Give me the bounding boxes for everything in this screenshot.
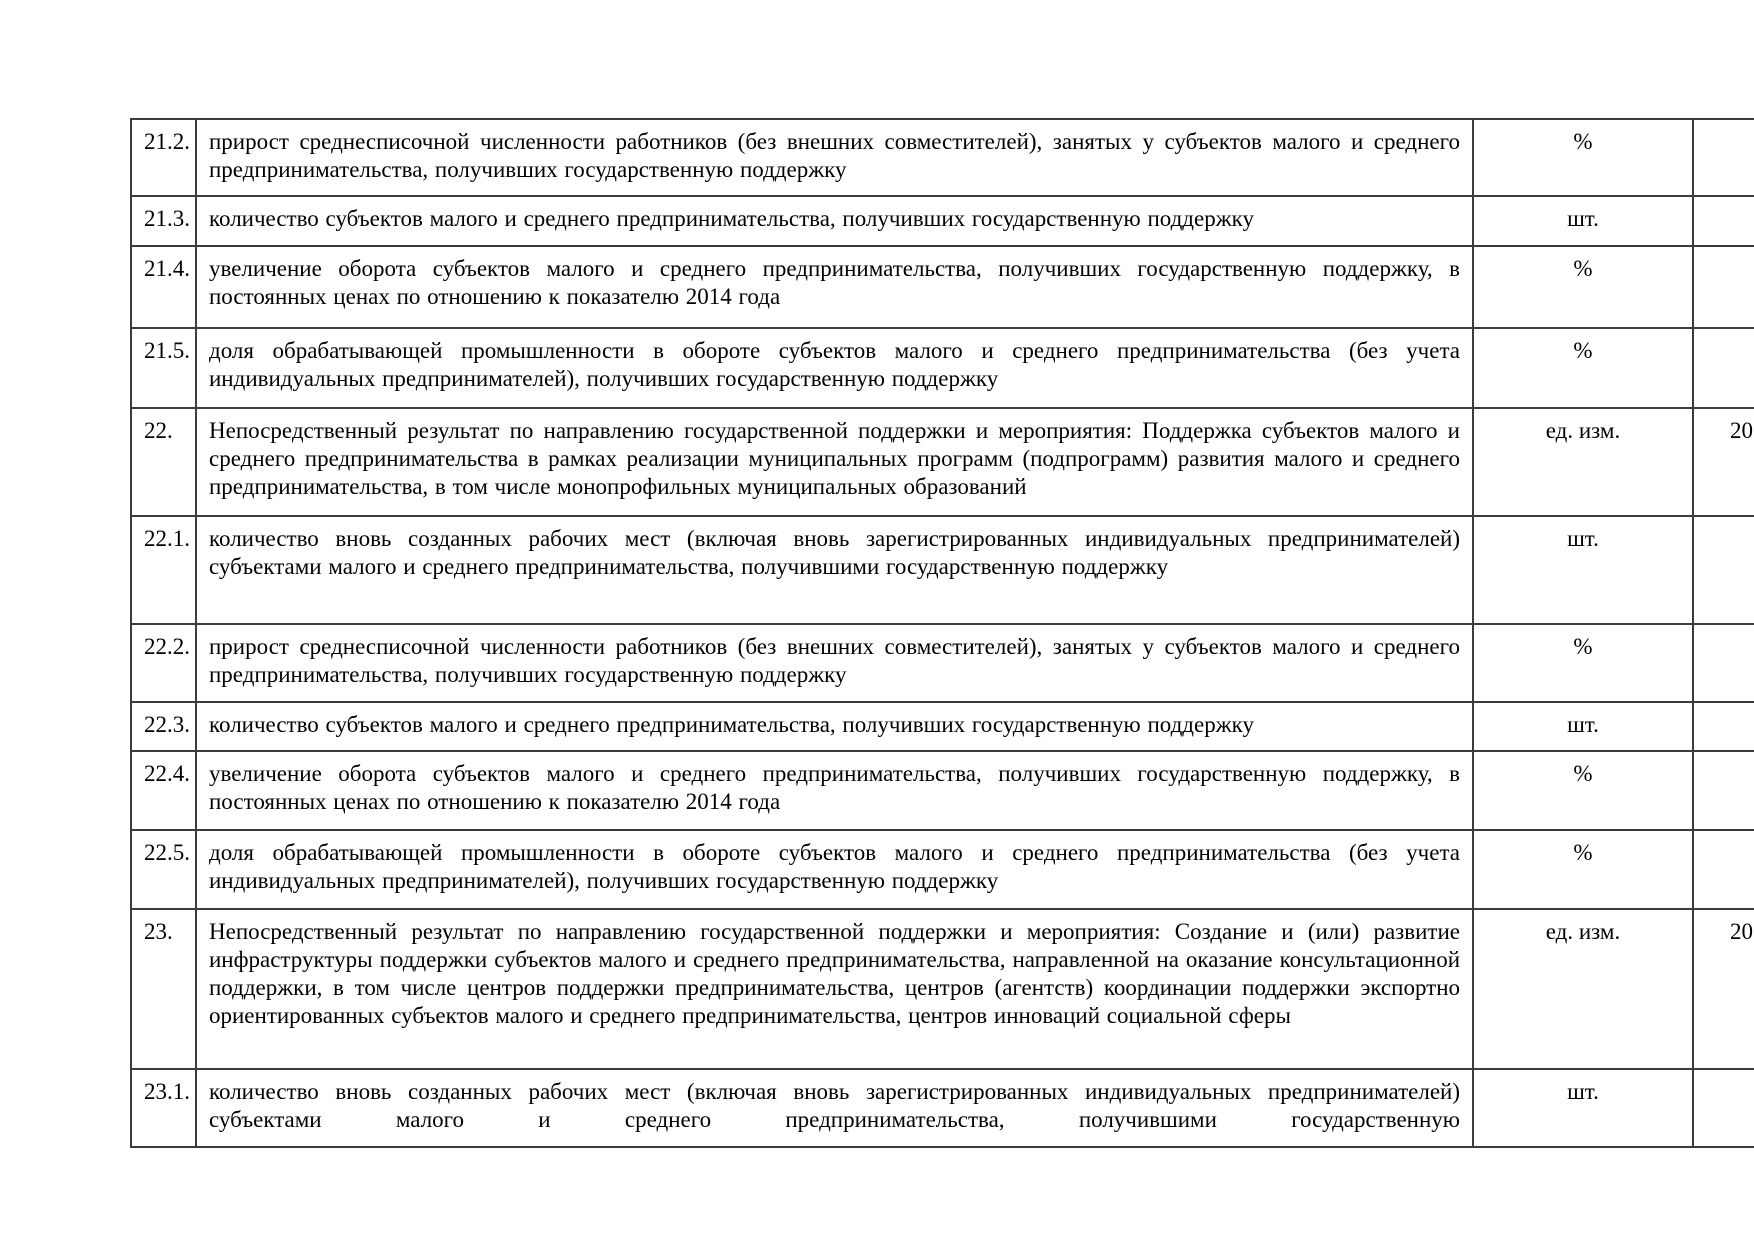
year-cell	[1693, 246, 1754, 328]
indicator-cell: прирост среднесписочной численности работников (без внешних совместителей), занятых у субъектов малого и среднего предпринимательства, получивших государственную поддержку	[196, 624, 1473, 702]
unit-cell: %	[1473, 246, 1693, 328]
unit-cell: %	[1473, 119, 1693, 196]
unit-cell: ед. изм.	[1473, 408, 1693, 516]
indicator-cell: прирост среднесписочной численности работников (без внешних совместителей), занятых у субъектов малого и среднего предпринимательства, получивших государственную поддержку	[196, 119, 1473, 196]
unit-cell: ед. изм.	[1473, 909, 1693, 1069]
table-row-21-5	[131, 328, 1754, 408]
row-number-cell: 21.4.	[131, 246, 196, 328]
year-cell	[1693, 196, 1754, 246]
table-row-23	[131, 909, 1754, 1069]
table-row-22-1	[131, 516, 1754, 624]
table-row-21-4	[131, 246, 1754, 328]
indicator-cell: количество вновь созданных рабочих мест (включая вновь зарегистрированных индивидуальных предпринимателей) субъектами малого и среднего предпринимательства, получившими государственную поддержку	[196, 516, 1473, 624]
table-row-22-5	[131, 830, 1754, 909]
row-number-cell: 22.1.	[131, 516, 196, 624]
row-number-cell: 22.5.	[131, 830, 196, 909]
year-cell	[1693, 119, 1754, 196]
indicator-cell: доля обрабатывающей промышленности в обороте субъектов малого и среднего предпринимательства (без учета индивидуальных предпринимателей), получивших государственную поддержку	[196, 830, 1473, 909]
row-number-cell: 22.2.	[131, 624, 196, 702]
year-cell	[1693, 624, 1754, 702]
table-row-22	[131, 408, 1754, 516]
unit-cell: шт.	[1473, 1069, 1693, 1147]
row-number-cell: 21.3.	[131, 196, 196, 246]
indicator-cell: количество вновь созданных рабочих мест (включая вновь зарегистрированных индивидуальных предпринимателей) субъектами малого и среднего предпринимательства, получившими государственную	[196, 1069, 1473, 1147]
indicator-cell: увеличение оборота субъектов малого и среднего предпринимательства, получивших государственную поддержку, в постоянных ценах по отношению к показателю 2014 года	[196, 751, 1473, 830]
year-cell	[1693, 328, 1754, 408]
table-row-22-2	[131, 624, 1754, 702]
table-row-22-4	[131, 751, 1754, 830]
indicator-cell: доля обрабатывающей промышленности в обороте субъектов малого и среднего предпринимательства (без учета индивидуальных предпринимателей), получивших государственную поддержку	[196, 328, 1473, 408]
unit-cell: %	[1473, 328, 1693, 408]
year-cell: 20	[1693, 909, 1754, 1069]
unit-cell: шт.	[1473, 516, 1693, 624]
year-cell: 20	[1693, 408, 1754, 516]
unit-cell: шт.	[1473, 702, 1693, 751]
row-number-cell: 22.3.	[131, 702, 196, 751]
row-number-cell: 21.2.	[131, 119, 196, 196]
row-number-cell: 23.1.	[131, 1069, 196, 1147]
row-number-cell: 22.	[131, 408, 196, 516]
year-cell	[1693, 702, 1754, 751]
table-row-22-3	[131, 702, 1754, 751]
year-cell	[1693, 751, 1754, 830]
year-cell	[1693, 830, 1754, 909]
indicator-cell: Непосредственный результат по направлению государственной поддержки и мероприятия: Поддержка субъектов малого и среднего предпринимательства в рамках реализации муниципальных программ (подпрограмм) развития малого и среднего предпринимательства, в том числе монопрофильных муниципальных образований	[196, 408, 1473, 516]
indicator-cell: количество субъектов малого и среднего предпринимательства, получивших государственную поддержку	[196, 702, 1473, 751]
unit-cell: %	[1473, 830, 1693, 909]
indicators-table	[130, 118, 1754, 1148]
indicator-cell: Непосредственный результат по направлению государственной поддержки и мероприятия: Создание и (или) развитие инфраструктуры поддержки субъектов малого и среднего предпринимательства, направленной на оказание консультационной поддержки, в том числе центров поддержки предпринимательства, центров (агентств) координации поддержки экспортно ориентированных субъектов малого и среднего предпринимательства, центров инноваций социальной сферы	[196, 909, 1473, 1069]
indicator-cell: увеличение оборота субъектов малого и среднего предпринимательства, получивших государственную поддержку, в постоянных ценах по отношению к показателю 2014 года	[196, 246, 1473, 328]
table-row-21-3	[131, 196, 1754, 246]
unit-cell: %	[1473, 624, 1693, 702]
unit-cell: шт.	[1473, 196, 1693, 246]
row-number-cell: 23.	[131, 909, 196, 1069]
row-number-cell: 22.4.	[131, 751, 196, 830]
table-row-23-1	[131, 1069, 1754, 1147]
unit-cell: %	[1473, 751, 1693, 830]
table-row-21-2	[131, 119, 1754, 196]
indicator-cell: количество субъектов малого и среднего предпринимательства, получивших государственную поддержку	[196, 196, 1473, 246]
row-number-cell: 21.5.	[131, 328, 196, 408]
year-cell	[1693, 516, 1754, 624]
year-cell	[1693, 1069, 1754, 1147]
